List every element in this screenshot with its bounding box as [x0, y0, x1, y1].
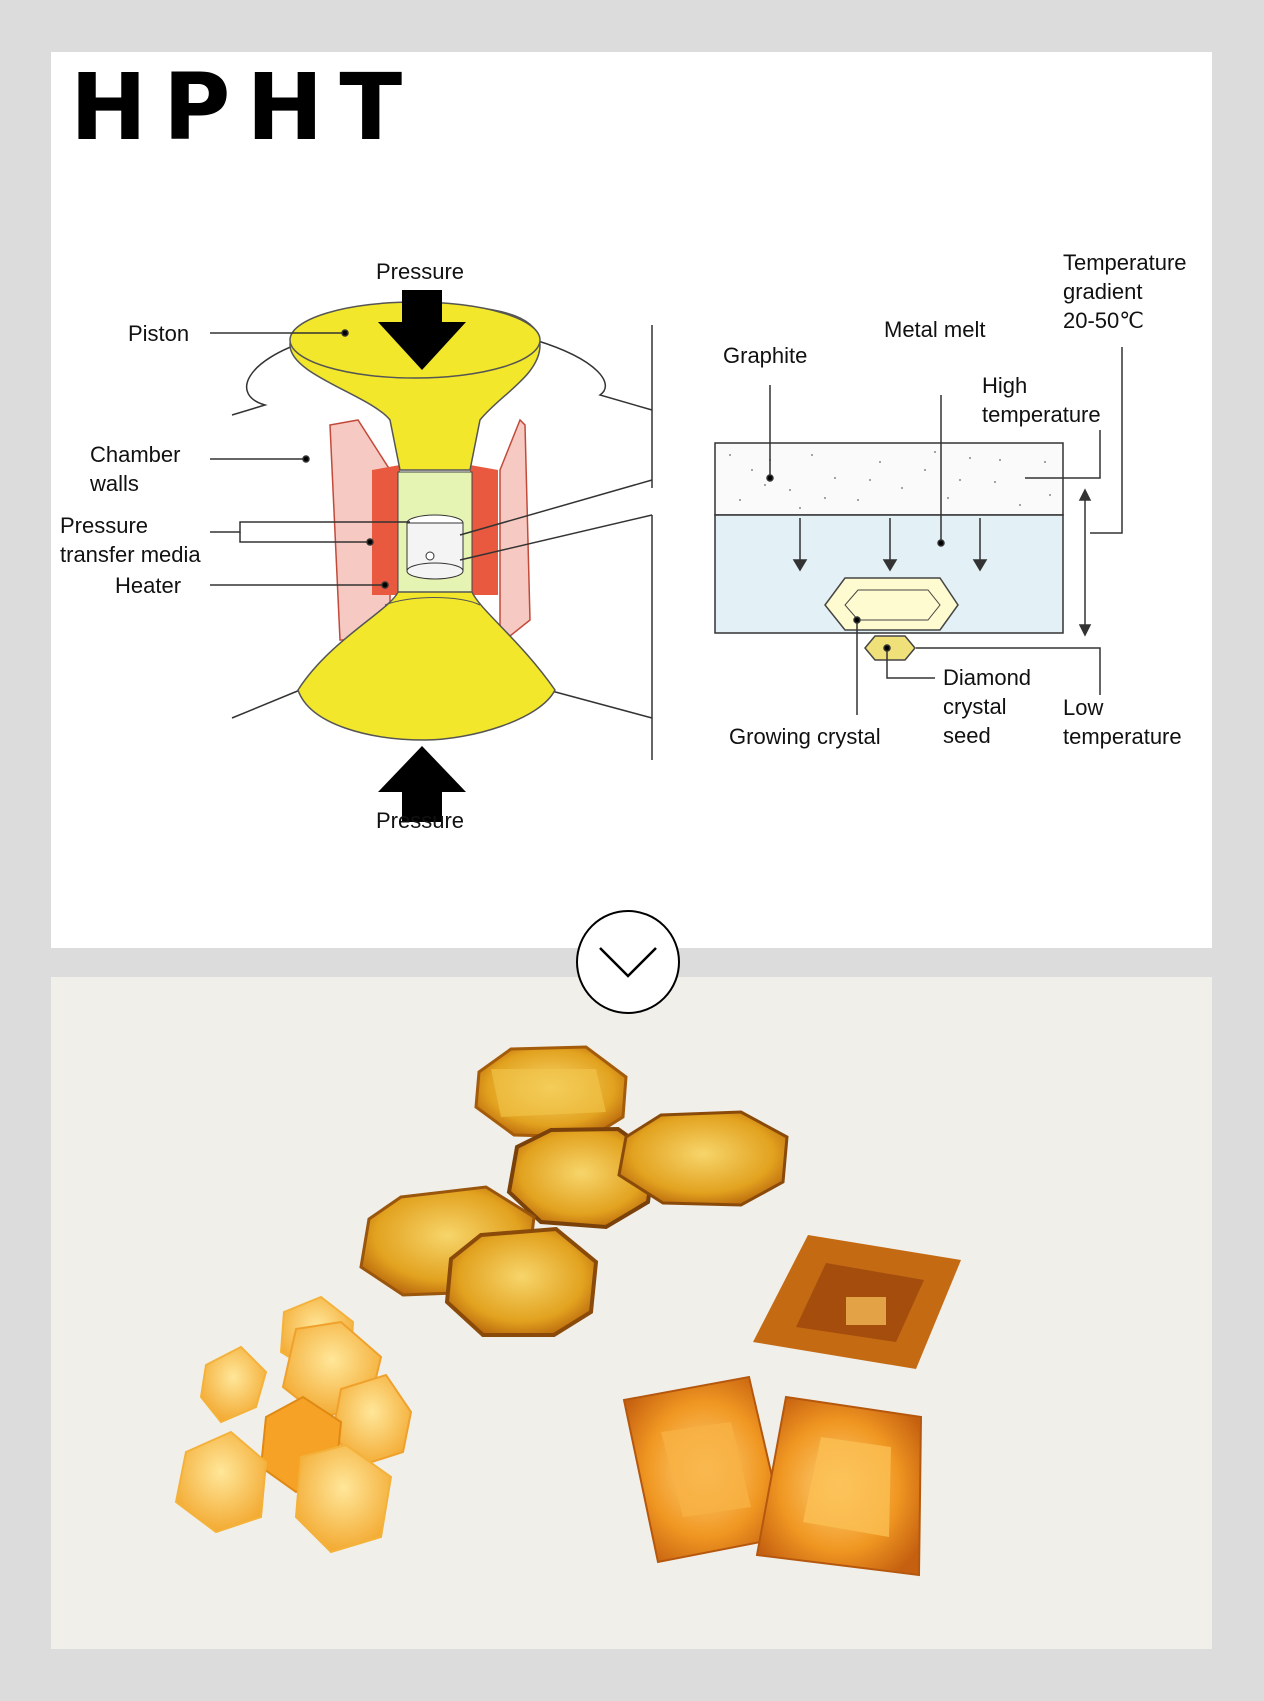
high-temperature-label: High temperature — [982, 373, 1101, 427]
chevron-down-icon — [578, 912, 678, 1012]
chamber-walls-label: Chamber walls — [90, 442, 181, 496]
diamond-crystal-seed-label: Diamond crystal seed — [943, 665, 1032, 748]
growing-crystal-label: Growing crystal — [729, 724, 881, 749]
heater-label: Heater — [115, 573, 182, 598]
pressure-label-bottom: Pressure — [376, 808, 465, 833]
page-title: HPHT — [70, 54, 419, 161]
graphite-label: Graphite — [723, 343, 808, 368]
piston-label: Piston — [128, 321, 190, 346]
pressure-transfer-media-label: Pressure transfer media — [60, 513, 201, 567]
pressure-label-top: Pressure — [376, 259, 465, 284]
scroll-down-button[interactable] — [576, 910, 680, 1014]
growing-crystal-shape — [825, 578, 958, 630]
temperature-gradient-label: Temperature gradient 20-50℃ — [1063, 250, 1187, 333]
low-temperature-label: Low temperature — [1063, 695, 1182, 749]
metal-melt-label: Metal melt — [884, 317, 986, 342]
sample-capsule — [407, 515, 463, 579]
